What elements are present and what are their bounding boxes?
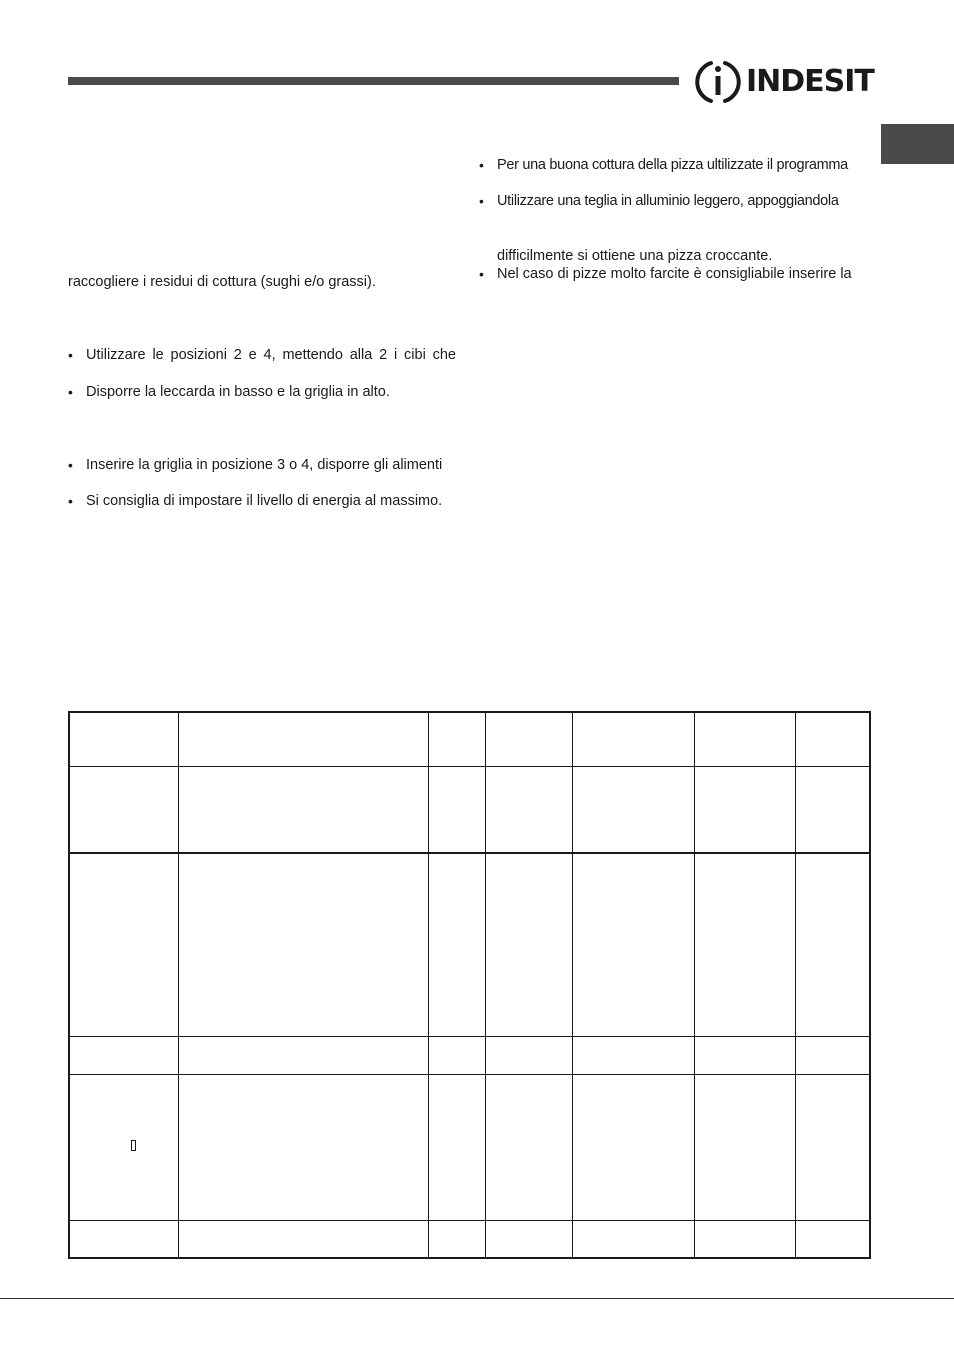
table-cell <box>572 712 694 766</box>
table-cell <box>178 766 428 853</box>
table-header-row <box>69 712 870 766</box>
table-cell <box>795 766 870 853</box>
table-cell <box>69 712 178 766</box>
table-cell <box>485 853 572 1036</box>
table-cell <box>572 1036 694 1074</box>
table-cell <box>572 1220 694 1258</box>
table-cell <box>428 1220 485 1258</box>
table-cell <box>572 1074 694 1220</box>
table-cell <box>428 853 485 1036</box>
bullet-symbol: • <box>68 347 73 363</box>
table-row <box>69 1074 870 1220</box>
table-row <box>69 766 870 853</box>
table-cell <box>694 766 795 853</box>
list-item: Utilizzare una teglia in alluminio leggero, appoggiandola <box>497 193 839 209</box>
table-cell <box>795 1036 870 1074</box>
table-cell <box>572 853 694 1036</box>
list-item: Si consiglia di impostare il livello di energia al massimo. <box>86 493 443 509</box>
table-cell <box>428 766 485 853</box>
table-row <box>69 853 870 1036</box>
table-cell <box>795 1074 870 1220</box>
table-cell <box>69 766 178 853</box>
table-cell <box>428 1074 485 1220</box>
bullet-symbol: • <box>68 493 73 509</box>
list-item: Nel caso di pizze molto farcite è consigliabile inserire la <box>497 266 852 282</box>
table-cell <box>69 853 178 1036</box>
table-cell <box>694 712 795 766</box>
table-cell <box>428 712 485 766</box>
list-item-continuation: difficilmente si ottiene una pizza croccante. <box>497 248 773 264</box>
table-cell <box>694 1220 795 1258</box>
table-cell <box>572 766 694 853</box>
logo-i-icon <box>694 58 742 106</box>
table-cell <box>485 1074 572 1220</box>
table-cell <box>795 853 870 1036</box>
table-cell <box>485 1220 572 1258</box>
bullet-symbol: • <box>479 193 484 209</box>
list-item: Inserire la griglia in posizione 3 o 4, disporre gli alimenti <box>86 457 443 473</box>
bullet-symbol: • <box>68 457 73 473</box>
list-item: Disporre la leccarda in basso e la griglia in alto. <box>86 384 390 400</box>
list-item: Utilizzare le posizioni 2 e 4, mettendo alla 2 i cibi che <box>86 347 456 363</box>
table-cell <box>485 766 572 853</box>
section-tab <box>881 124 954 164</box>
table-cell <box>69 1074 178 1220</box>
table-cell <box>178 1036 428 1074</box>
list-item: Per una buona cottura della pizza ultilizzate il programma <box>497 157 848 173</box>
footer-rule <box>0 1298 954 1299</box>
small-marker-icon <box>131 1140 136 1151</box>
table-cell <box>178 1220 428 1258</box>
table-cell <box>694 1074 795 1220</box>
table-cell <box>178 853 428 1036</box>
table-cell <box>178 1074 428 1220</box>
bullet-symbol: • <box>68 384 73 400</box>
table-cell <box>178 712 428 766</box>
cooking-table <box>68 711 871 1259</box>
table-cell <box>485 1036 572 1074</box>
table-cell <box>428 1036 485 1074</box>
header-bar <box>68 77 679 85</box>
table-cell <box>795 1220 870 1258</box>
bullet-symbol: • <box>479 266 484 282</box>
table-row <box>69 1220 870 1258</box>
table-row <box>69 1036 870 1074</box>
table-cell <box>795 712 870 766</box>
indesit-logo <box>694 58 874 106</box>
table-cell <box>69 1036 178 1074</box>
bullet-symbol: • <box>479 157 484 173</box>
table-cell <box>69 1220 178 1258</box>
intro-line: raccogliere i residui di cottura (sughi e/o grassi). <box>68 274 376 290</box>
table-cell <box>485 712 572 766</box>
table-cell <box>694 1036 795 1074</box>
logo-wordmark: INDESIT <box>746 64 874 99</box>
table-cell <box>694 853 795 1036</box>
